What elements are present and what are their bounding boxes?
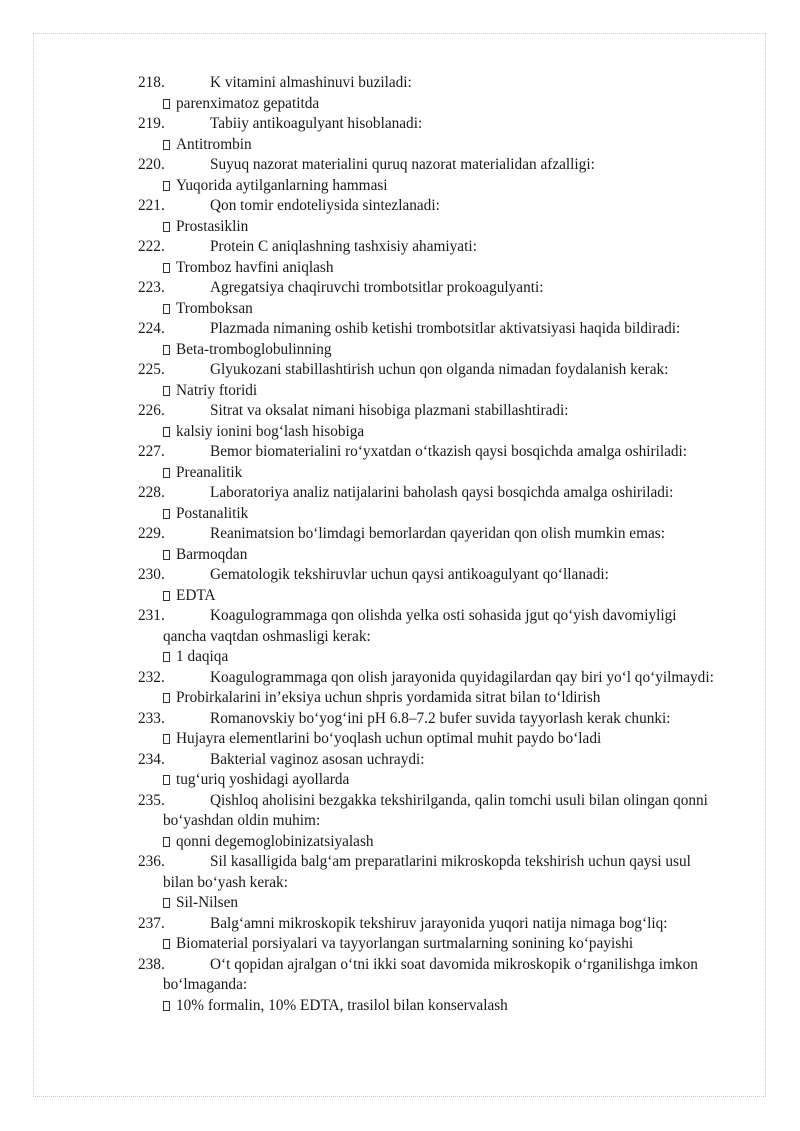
question-item — [0, 750, 800, 791]
question-line — [0, 360, 800, 381]
question-number: 236. — [138, 853, 165, 870]
question-number: 219. — [138, 115, 165, 132]
question-line — [0, 237, 800, 258]
question-line — [0, 565, 800, 586]
answer-text: qonni degemoglobinizatsiyalash — [176, 832, 374, 850]
missing-glyph-box-icon — [163, 222, 170, 232]
answer-line — [0, 135, 800, 156]
question-item — [0, 524, 800, 565]
question-list — [0, 73, 800, 1016]
question-item — [0, 73, 800, 114]
question-line — [0, 319, 800, 340]
question-text: Romanovskiy bo‘yog‘ini pH 6.8–7.2 bufer suvida tayyorlash kerak chunki: — [210, 709, 671, 727]
question-item — [0, 114, 800, 155]
question-item — [0, 278, 800, 319]
missing-glyph-box-icon — [163, 693, 170, 703]
answer-line — [0, 340, 800, 361]
question-line — [0, 442, 800, 463]
question-number: 230. — [138, 566, 165, 583]
question-number: 226. — [138, 402, 165, 419]
question-number: 225. — [138, 361, 165, 378]
question-line — [0, 750, 800, 771]
question-item — [0, 914, 800, 955]
answer-line — [0, 688, 800, 709]
question-item — [0, 483, 800, 524]
answer-line — [0, 217, 800, 238]
question-item — [0, 709, 800, 750]
answer-text: Yuqorida aytilganlarning hammasi — [176, 176, 388, 194]
question-number: 218. — [138, 74, 165, 91]
question-line — [0, 524, 800, 545]
question-number: 229. — [138, 525, 165, 542]
answer-line — [0, 381, 800, 402]
question-item — [0, 319, 800, 360]
question-item — [0, 955, 800, 1017]
question-text: K vitamini almashinuvi buziladi: — [210, 74, 412, 91]
answer-text: Probirkalarini in’eksiya uchun shpris yordamida sitrat bilan to‘ldirish — [176, 689, 601, 706]
missing-glyph-box-icon — [163, 386, 170, 396]
missing-glyph-box-icon — [163, 99, 170, 109]
answer-text: tug‘uriq yoshidagi ayollarda — [176, 771, 350, 788]
question-number: 234. — [138, 750, 165, 768]
question-line — [0, 852, 800, 873]
answer-text: Tromboksan — [176, 299, 253, 317]
question-number: 221. — [138, 197, 165, 214]
missing-glyph-box-icon — [163, 509, 170, 519]
answer-text: Prostasiklin — [176, 217, 249, 235]
missing-glyph-box-icon — [163, 898, 170, 908]
question-item — [0, 606, 800, 668]
missing-glyph-box-icon — [163, 939, 170, 949]
missing-glyph-box-icon — [163, 652, 170, 662]
answer-text: Tromboz havfini aniqlash — [176, 258, 334, 276]
answer-text: parenximatoz gepatitda — [176, 94, 320, 112]
answer-line — [0, 893, 800, 914]
question-line — [0, 483, 800, 504]
question-text: Glyukozani stabillashtirish uchun qon olganda nimadan foydalanish kerak: — [210, 361, 669, 378]
question-number: 235. — [138, 791, 165, 809]
question-text: Plazmada nimaning oshib ketishi trombotsitlar aktivatsiyasi haqida bildiradi: — [210, 320, 681, 337]
question-line — [0, 73, 800, 94]
question-number: 232. — [138, 668, 165, 686]
question-number: 238. — [138, 955, 165, 973]
question-item — [0, 565, 800, 606]
answer-line — [0, 647, 800, 668]
answer-text: Biomaterial porsiyalari va tayyorlangan surtmalarning sonining ko‘payishi — [176, 935, 634, 952]
question-number: 231. — [138, 607, 165, 624]
question-item — [0, 237, 800, 278]
question-text: Laboratoriya analiz natijalarini baholash qaysi bosqichda amalga oshiriladi: — [210, 484, 674, 501]
question-line — [0, 627, 800, 648]
question-text: Koagulogrammaga qon olish jarayonida quyidagilardan qay biri yo‘l qo‘yilmaydi: — [210, 668, 714, 686]
question-text-continued: bo‘lmaganda: — [163, 976, 248, 993]
answer-text: Natriy ftoridi — [176, 381, 258, 399]
answer-line — [0, 94, 800, 115]
question-number: 237. — [138, 914, 165, 932]
missing-glyph-box-icon — [163, 775, 170, 785]
question-text: Reanimatsion bo‘limdagi bemorlardan qayeridan qon olish mumkin emas: — [210, 525, 665, 542]
question-text: Qon tomir endoteliysida sintezlanadi: — [210, 197, 440, 214]
question-line — [0, 791, 800, 812]
question-text: Gematologik tekshiruvlar uchun qaysi antikoagulyant qo‘llanadi: — [210, 566, 609, 583]
question-line — [0, 114, 800, 135]
answer-line — [0, 258, 800, 279]
missing-glyph-box-icon — [163, 734, 170, 744]
question-item — [0, 442, 800, 483]
missing-glyph-box-icon — [163, 591, 170, 601]
question-line — [0, 709, 800, 730]
answer-line — [0, 729, 800, 750]
answer-text: Beta-tromboglobulinning — [176, 340, 332, 358]
question-text: Qishloq aholisini bezgakka tekshirilganda, qalin tomchi usuli bilan olingan qonni — [210, 791, 708, 809]
question-text: Sitrat va oksalat nimani hisobiga plazmani stabillashtiradi: — [210, 402, 569, 419]
answer-text: 1 daqiqa — [176, 648, 229, 665]
question-line — [0, 606, 800, 627]
missing-glyph-box-icon — [163, 263, 170, 273]
question-item — [0, 196, 800, 237]
question-item — [0, 401, 800, 442]
question-line — [0, 401, 800, 422]
question-item — [0, 155, 800, 196]
question-item — [0, 852, 800, 914]
answer-text: kalsiy ionini bog‘lash hisobiga — [176, 422, 365, 440]
question-text-continued: qancha vaqtdan oshmasligi kerak: — [163, 627, 371, 645]
answer-line — [0, 299, 800, 320]
missing-glyph-box-icon — [163, 837, 170, 847]
question-text: Agregatsiya chaqiruvchi trombotsitlar prokoagulyanti: — [210, 279, 544, 296]
question-line — [0, 668, 800, 689]
missing-glyph-box-icon — [163, 1001, 170, 1011]
answer-text: Postanalitik — [176, 504, 249, 522]
question-text-continued: bo‘yashdan oldin muhim: — [163, 812, 321, 829]
question-text: Bemor biomaterialini ro‘yxatdan o‘tkazish qaysi bosqichda amalga oshiriladi: — [210, 443, 688, 460]
question-line — [0, 955, 800, 976]
question-text-continued: bilan bo‘yash kerak: — [163, 873, 288, 891]
answer-text: EDTA — [176, 586, 216, 604]
question-text: Koagulogrammaga qon olishda yelka osti sohasida jgut qo‘yish davomiyligi — [210, 607, 677, 624]
question-line — [0, 873, 800, 894]
question-item — [0, 360, 800, 401]
missing-glyph-box-icon — [163, 468, 170, 478]
question-number: 220. — [138, 156, 165, 173]
question-number: 223. — [138, 279, 165, 296]
question-number: 222. — [138, 238, 165, 255]
question-line — [0, 155, 800, 176]
answer-line — [0, 422, 800, 443]
answer-line — [0, 996, 800, 1017]
question-text: Balg‘amni mikroskopik tekshiruv jarayonida yuqori natija nimaga bog‘liq: — [210, 914, 668, 932]
answer-line — [0, 504, 800, 525]
question-number: 233. — [138, 709, 165, 727]
question-line — [0, 975, 800, 996]
question-text: Suyuq nazorat materialini quruq nazorat materialidan afzalligi: — [210, 156, 595, 173]
question-text: Tabiiy antikoagulyant hisoblanadi: — [210, 115, 423, 132]
question-line — [0, 811, 800, 832]
answer-text: Sil-Nilsen — [176, 894, 239, 911]
question-line — [0, 196, 800, 217]
question-line — [0, 914, 800, 935]
answer-text: Preanalitik — [176, 463, 243, 481]
question-number: 224. — [138, 320, 165, 337]
answer-line — [0, 463, 800, 484]
question-item — [0, 791, 800, 853]
answer-text: Antitrombin — [176, 135, 252, 153]
answer-line — [0, 176, 800, 197]
question-number: 228. — [138, 484, 165, 501]
answer-line — [0, 586, 800, 607]
answer-line — [0, 934, 800, 955]
question-item — [0, 668, 800, 709]
missing-glyph-box-icon — [163, 181, 170, 191]
missing-glyph-box-icon — [163, 304, 170, 314]
missing-glyph-box-icon — [163, 427, 170, 437]
question-line — [0, 278, 800, 299]
question-number: 227. — [138, 443, 165, 460]
answer-line — [0, 832, 800, 853]
answer-line — [0, 770, 800, 791]
question-text: Protein C aniqlashning tashxisiy ahamiyati: — [210, 238, 477, 255]
question-text: O‘t qopidan ajralgan o‘tni ikki soat davomida mikroskopik o‘rganilishga imkon — [210, 955, 698, 973]
answer-text: Barmoqdan — [176, 545, 248, 563]
answer-text: Hujayra elementlarini bo‘yoqlash uchun optimal muhit paydo bo‘ladi — [176, 730, 602, 747]
question-text: Sil kasalligida balg‘am preparatlarini mikroskopda tekshirish uchun qaysi usul — [210, 853, 691, 870]
answer-text: 10% formalin, 10% EDTA, trasilol bilan konservalash — [176, 996, 508, 1014]
missing-glyph-box-icon — [163, 550, 170, 560]
missing-glyph-box-icon — [163, 140, 170, 150]
missing-glyph-box-icon — [163, 345, 170, 355]
question-text: Bakterial vaginoz asosan uchraydi: — [210, 750, 425, 768]
answer-line — [0, 545, 800, 566]
